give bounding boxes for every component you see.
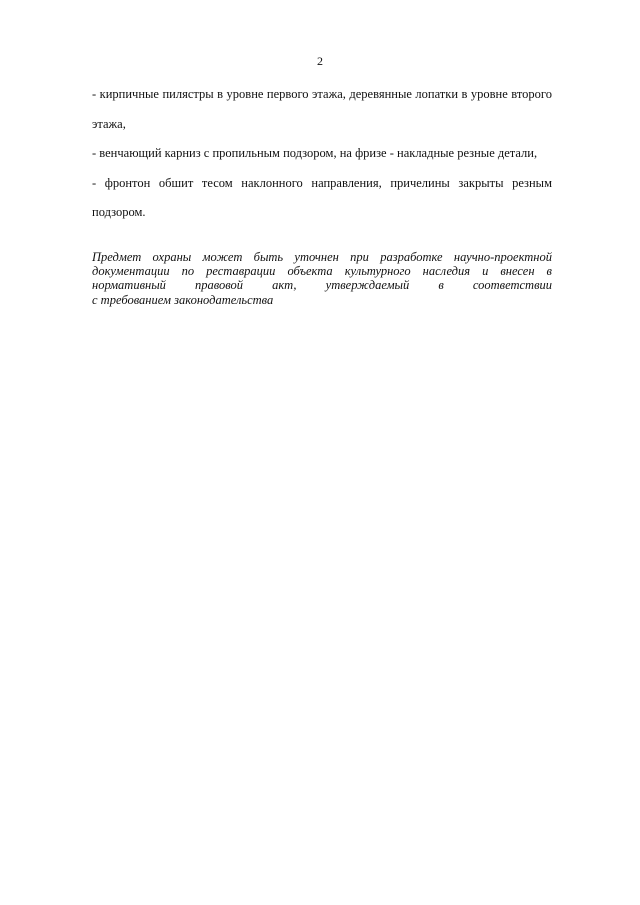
protection-items-list xyxy=(92,80,552,228)
protection-note-last-line: с требованием законодательства xyxy=(92,292,274,307)
list-item: - фронтон обшит тесом наклонного направления, причелины закрыты резным подзором. xyxy=(92,175,552,219)
list-item: - кирпичные пилястры в уровне первого этажа, деревянные лопатки в уровне второго этажа, xyxy=(92,87,552,131)
protection-note-text: Предмет охраны может быть уточнен при разработке научно-проектной документации по реставрации объекта культурного наследия и внесен в нормативный правовой акт, утверждаемый в соответствии xyxy=(92,250,552,293)
page-number: 2 xyxy=(317,54,323,68)
list-item: - венчающий карниз с пропильным подзором, на фризе - накладные резные детали, xyxy=(92,146,538,160)
protection-note xyxy=(92,250,552,307)
